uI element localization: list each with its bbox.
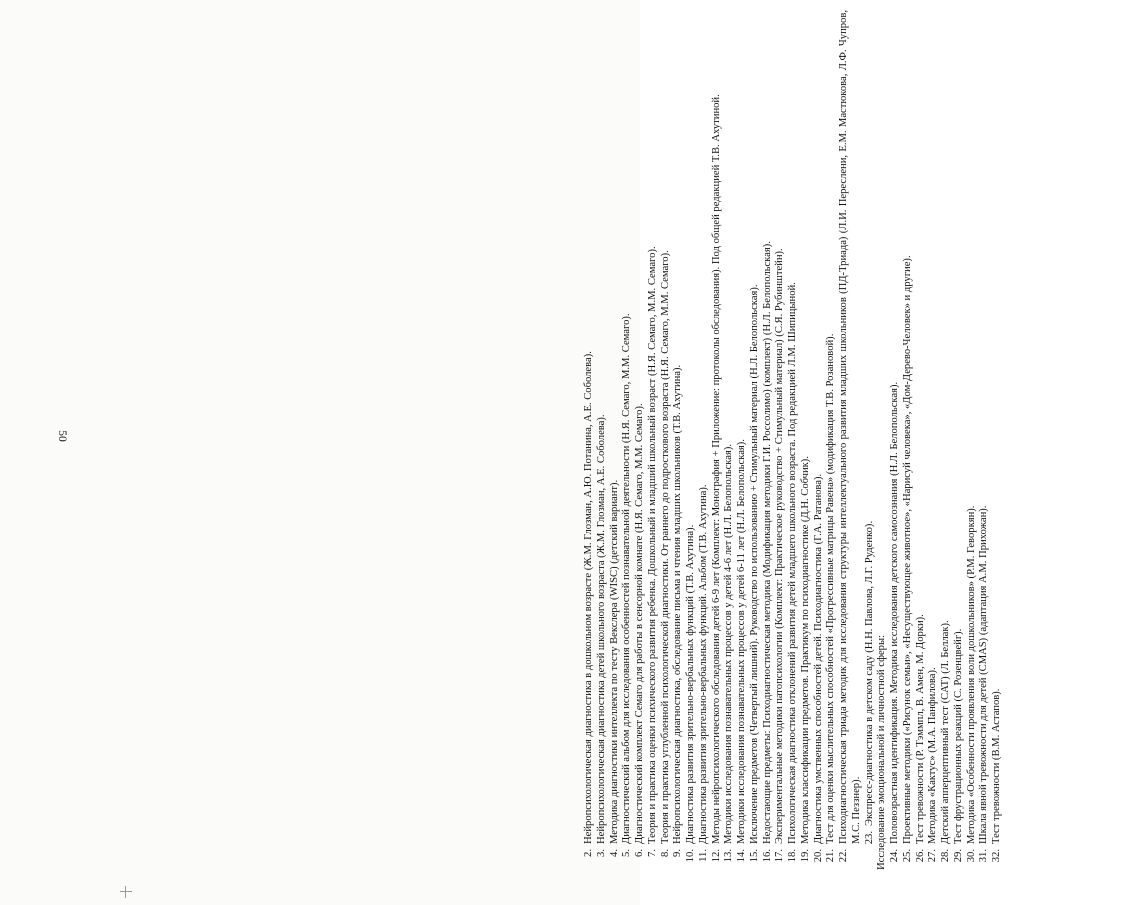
- list-item-number: 30.: [965, 849, 977, 863]
- list-item-text: Половозрастная идентификация. Методика исследования детского самосознания (Н.Л. Белопольская).: [889, 381, 900, 844]
- list-item-number: 20.: [812, 849, 824, 863]
- list-item-number: 29.: [952, 849, 964, 863]
- list-item-text: Психодиагностическая триада методик для исследования структуры интеллектуального развития младших школьников (ПД-Триада) (Л.И. Переслени, Е.М. Мастюкова, Л.Ф. Чупров, М.С. Пеззнер).: [838, 10, 862, 844]
- list-item-text: Диагностика умственных способностей детей. Психодиагностика (Г.А. Ратанова).: [812, 473, 824, 844]
- list-item-number: 6.: [634, 849, 645, 857]
- list-item-number: 31.: [978, 849, 990, 863]
- list-item-text: Экспресс-диагностика в детском саду (Н.Н. Павлова, Л.Г. Руденко).: [863, 520, 875, 826]
- list-item-number: 11.: [697, 849, 709, 862]
- list-item: [813, 10, 826, 870]
- list-item-text: Проективные методики («Рисунок семьи», «Несуществующее животное», «Нарисуй человека», «Дом-Дерево-Человек» и другие).: [901, 255, 913, 844]
- list-item: [647, 10, 660, 870]
- list-item: [749, 10, 762, 870]
- list-item-text: Исключение предметов (Четвертый лишний). Руководство по использованию + Стимульный материал (Н.Л. Белопольская).: [748, 284, 760, 844]
- list-item-text: Психологическая диагностика отклонений развития детей младшего школьного возраста. Под редакцией Л.М. Шипицыной.: [787, 282, 798, 844]
- rotated-page-content: [583, 10, 1143, 870]
- list-item-number: 9.: [672, 849, 684, 857]
- list-item: [634, 10, 647, 870]
- list-item: [609, 10, 622, 870]
- list-item: [825, 10, 838, 870]
- list-item: [889, 10, 902, 870]
- list-item: [978, 10, 991, 870]
- list-item: [953, 10, 966, 870]
- list-item: [966, 10, 979, 870]
- list-item-number: 23.: [863, 831, 875, 845]
- list-item: [940, 10, 953, 870]
- list-item: [660, 10, 673, 870]
- list-item-text: Диагностический комплект Семаго для работы в сенсорной комнате (Н.Я. Семаго, М.М. Семаго).: [634, 403, 645, 844]
- list-item-text: Методика диагностики интеллекта по тесту Векслера (WISC) (детский вариант).: [608, 479, 620, 844]
- list-item-number: 16.: [761, 849, 773, 863]
- list-item: [787, 10, 800, 870]
- list-item-number: 4.: [608, 849, 620, 857]
- page-number: 50: [56, 430, 68, 442]
- list-item-number: 13.: [723, 849, 735, 863]
- list-item-text: Теория и практика оценки психического развития ребенка. Дошкольный и младший школьный возраст (Н.Я. Семаго, М.М. Семаго).: [646, 246, 658, 844]
- list-item-number: 5.: [621, 849, 633, 857]
- list-item-text: Диагностический альбом для исследования особенностей познавательной деятельности (Н.Я. Семаго, М.М. Семаго).: [621, 313, 633, 844]
- list-item: [800, 10, 813, 870]
- list-item: [621, 10, 634, 870]
- list-item: [864, 10, 877, 870]
- list-item-text: Тест для оценки мыслительных способностей «Прогрессивные матрицы Равена» (модификация Т.В. Розановой).: [825, 333, 837, 844]
- list-item-text: Методики исследования познавательных процессов у детей 4-6 лет (Н.Л. Белопольская).: [723, 443, 735, 844]
- list-item: [672, 10, 685, 870]
- list-item-text: Тест тревожности (Р. Тэммпл, В. Амен, М. Дорки).: [914, 614, 926, 844]
- list-item-text: Детский апперцептивный тест (CAT) (Л. Беллак).: [940, 620, 951, 844]
- list-item-number: 26.: [914, 849, 926, 863]
- list-item: [711, 10, 724, 870]
- list-item: [915, 10, 928, 870]
- list-item-text: Нейропсихологическая диагностика, обследование письма и чтения младших школьников (Т.В. Ахутина).: [672, 364, 684, 844]
- list-item: [698, 10, 711, 870]
- list-item-text: Методика «Кактус» (М.А. Панфилова).: [927, 667, 939, 844]
- list-item: [838, 10, 864, 870]
- list-item-number: 17.: [774, 849, 786, 863]
- list-item-text: Шкала явной тревожности для детей (CMAS) (адаптация А.М. Прихожан).: [978, 505, 990, 844]
- list-item: [685, 10, 698, 870]
- list-item-number: 24.: [889, 849, 900, 863]
- list-item-text: Методика «Особенности проявления воли дошкольников» (Р.М. Геворкян).: [965, 505, 977, 844]
- list-item-number: 32.: [991, 849, 1002, 863]
- list-item-number: 22.: [838, 849, 849, 863]
- list-item-number: 14.: [736, 849, 747, 863]
- list-item: [774, 10, 787, 870]
- list-item-text: Экспериментальные методики патопсихологии (Комплект: Практическое руководство + Стимульный материал) (С.Я. Рубинштейн).: [774, 248, 786, 844]
- list-item-number: 12.: [710, 849, 722, 863]
- list-item-text: Нейропсихологическая диагностика в дошкольном возрасте (Ж.М. Глозман, А.Ю. Потанина, А.Е. Соболева).: [583, 351, 594, 844]
- section-heading: Исследование эмоциональной и личностной сферы:: [876, 634, 888, 870]
- list-item-number: 18.: [787, 849, 798, 863]
- list-item: [596, 10, 609, 870]
- list-item-number: 25.: [901, 849, 913, 863]
- list-item-text: Диагностика развития зрительно-вербальных функций. Альбом (Т.В. Ахутина).: [697, 484, 709, 844]
- list-item-number: 21.: [825, 849, 837, 863]
- list-item-number: 19.: [799, 849, 811, 863]
- list-item-text: Тест тревожности (В.М. Астапов).: [991, 688, 1002, 844]
- list-item-number: 27.: [927, 849, 939, 863]
- list-item: [902, 10, 915, 870]
- list-item-text: Нейропсихологическая диагностика детей школьного возраста (Ж.М. Глозман, А.Е. Соболева).: [595, 414, 607, 844]
- list-item-text: Диагностика развития зрительно-вербальных функций (Т.В. Ахутина).: [685, 524, 696, 844]
- methods-list: [583, 10, 864, 870]
- list-item: [991, 10, 1004, 870]
- list-item-text: Методика классификации предметов. Практикум по психодиагностике (Д.Н. Собчик).: [799, 456, 811, 844]
- list-item-text: Недостающие предметы: Психодиагностическая методика (Модификация методики Г.И. Россолимо) (комплект) (Н.Л. Белопольская).: [761, 241, 773, 844]
- list-item-text: Методы нейропсихологического обследования детей 6-9 лет (Комплект: Монография + Приложение: протоколы обследования). Под общей редакцией Т.В. Ахутиной.: [710, 94, 722, 844]
- list-item-number: 8.: [659, 849, 671, 857]
- list-item-number: 7.: [646, 849, 658, 857]
- list-item-text: Тест фрустрационных реакций (С. Розенцвейг).: [952, 628, 964, 844]
- list-item-number: 2.: [583, 849, 594, 857]
- list-item-number: 10.: [685, 849, 696, 863]
- list-item-number: 3.: [595, 849, 607, 857]
- list-item: [583, 10, 596, 870]
- emotional-methods-list: [889, 10, 1004, 870]
- list-item-text: Методики исследования познавательных процессов у детей 6-11 лет (Н.Л. Белопольская).: [736, 439, 747, 844]
- list-item: [927, 10, 940, 870]
- list-item-number: 15.: [748, 849, 760, 863]
- list-item: [762, 10, 775, 870]
- list-item-number: 28.: [940, 849, 951, 863]
- list-item: [736, 10, 749, 870]
- list-item-text: Теория и практика углубленной психологической диагностики. От раннего до подросткового возраста (Н.Я. Семаго, М.М. Семаго).: [659, 250, 671, 844]
- scan-crosshair-mark: [120, 886, 132, 898]
- list-item: [723, 10, 736, 870]
